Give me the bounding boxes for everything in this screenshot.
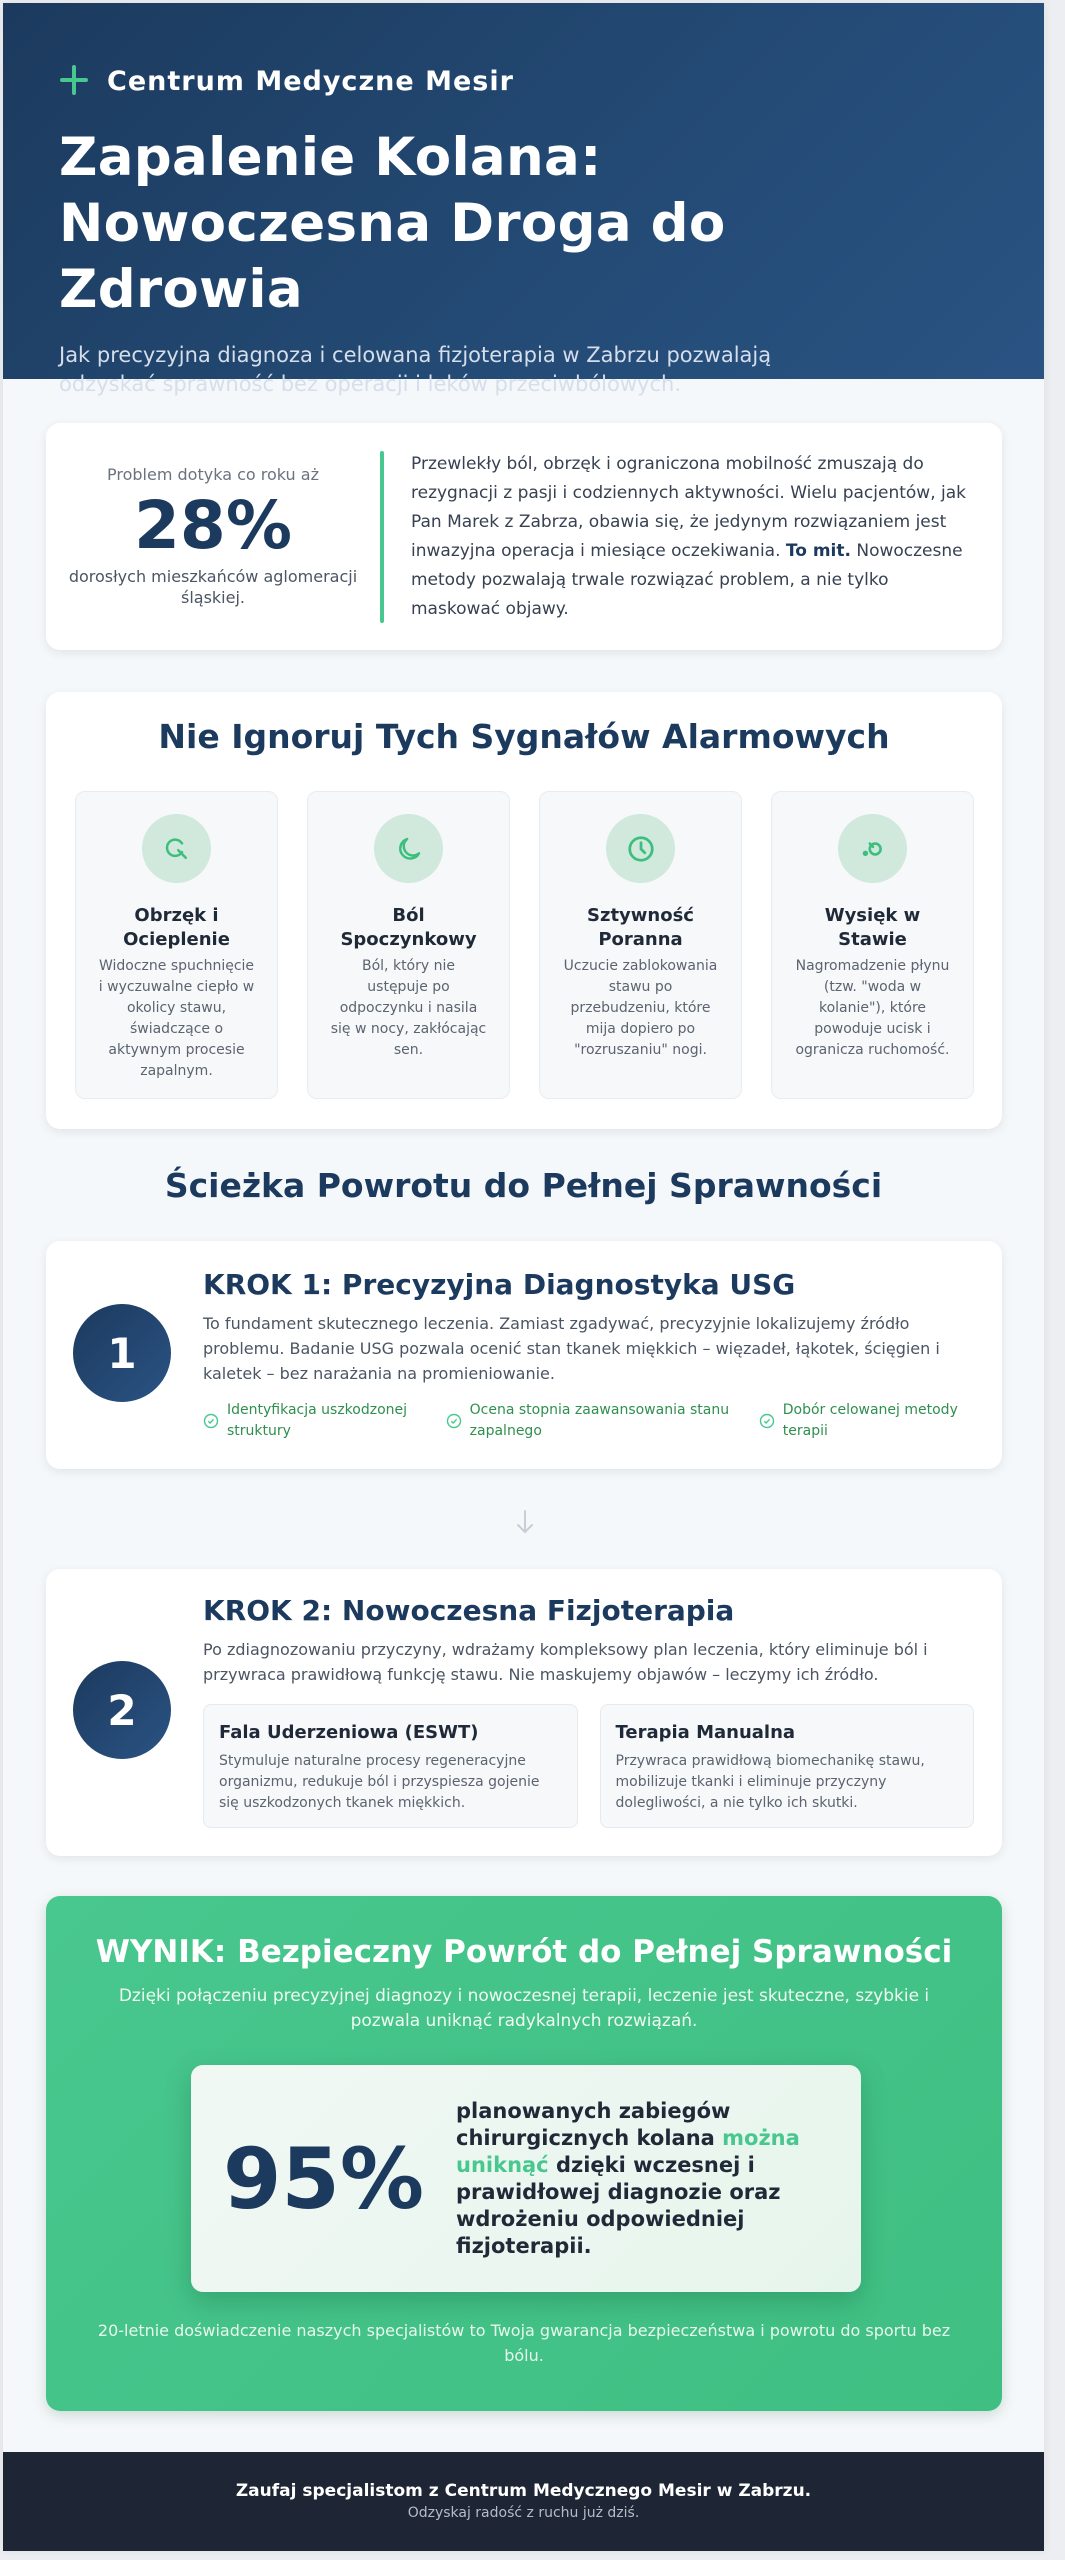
footer-headline: Zaufaj specjalistom z Centrum Medycznego Mesir w Zabrzu.: [235, 2481, 812, 2501]
brand-name: Centrum Medyczne Mesir: [107, 65, 514, 97]
result-stat-text-a: planowanych zabiegów chirurgicznych kolana: [456, 2098, 731, 2150]
page-subtitle: Jak precyzyjna diagnoza i celowana fizjoterapia w Zabrzu pozwalają odzyskać sprawność bez operacji i leków przeciwbólowych.: [59, 343, 772, 396]
step-body: [203, 1267, 974, 1442]
check-circle-icon: [759, 1413, 775, 1429]
step-desc: Po zdiagnozowaniu przyczyny, wdrażamy kompleksowy plan leczenia, który eliminuje ból i przywraca prawidłową funkcję stawu. Nie maskujemy objawów – leczymy ich źródło.: [203, 1640, 928, 1684]
signal-desc: Ból, który nie ustępuje po odpoczynku i nasila się w nocy, zakłócając sen.: [330, 958, 487, 1058]
step-number-badge: 2: [73, 1661, 171, 1759]
step-body: [203, 1593, 974, 1828]
result-stat-text-b: dzięki wczesnej i prawidłowej diagnozie oraz wdrożeniu odpowiedniej fizjoterapii.: [456, 2152, 781, 2258]
result-stat-box: [191, 2065, 861, 2292]
page: [3, 3, 1044, 2551]
droplet-icon: [838, 814, 907, 883]
therapy-title: Terapia Manualna: [615, 1722, 796, 1743]
signal-desc: Widoczne spuchnięcie i wyczuwalne ciepło w okolicy stawu, świadczące o aktywnym procesie zapalnym.: [98, 958, 255, 1079]
signal-title: Ból Spoczynkowy: [340, 905, 477, 950]
checklist-item: [446, 1400, 759, 1442]
step-card-1: [46, 1241, 1002, 1469]
intro-card: [46, 423, 1002, 650]
stat-value: 28%: [134, 487, 292, 564]
accent-divider: [380, 451, 384, 623]
therapy-list: [203, 1704, 974, 1828]
result-footnote: 20-letnie doświadczenie naszych specjalistów to Twoja gwarancja bezpieczeństwa i powrotu do sportu bez bólu.: [97, 2321, 951, 2365]
therapy-desc: Przywraca prawidłową biomechanikę stawu, mobilizuje tkanki i eliminuje przyczyny dolegliwości, a nie tylko ich skutki.: [615, 1753, 925, 1811]
signal-card: [539, 791, 742, 1099]
signal-title: Wysięk w Stawie: [824, 905, 921, 950]
footer-tagline: Odzyskaj radość z ruchu już dziś.: [407, 2505, 640, 2521]
signal-card: [771, 791, 974, 1099]
signal-title: Sztywność Poranna: [587, 905, 694, 950]
intro-text-emphasis: To mit.: [785, 540, 851, 561]
checklist-item: [759, 1400, 974, 1442]
result-lead: Dzięki połączeniu precyzyjnej diagnozy i nowoczesnej terapii, leczenie jest skuteczne, szybkie i pozwala uniknąć radykalnych rozwiązań.: [118, 1986, 930, 2031]
search-icon: [142, 814, 211, 883]
warning-signals-card: [46, 692, 1002, 1129]
step-number-badge: 1: [73, 1304, 171, 1402]
checklist: [203, 1400, 974, 1442]
section-title: Ścieżka Powrotu do Pełnej Sprawności: [164, 1166, 883, 1205]
checklist-item-label: Ocena stopnia zaawansowania stanu zapalnego: [469, 1402, 730, 1439]
check-circle-icon: [446, 1413, 462, 1429]
page-title: Zapalenie Kolana: Nowoczesna Droga do Zdrowia: [59, 127, 726, 320]
result-stat-text: [456, 2098, 826, 2260]
signal-title: Obrzęk i Ocieplenie: [123, 905, 230, 950]
step-title: KROK 1: Precyzyjna Diagnostyka USG: [203, 1268, 796, 1301]
signals-grid: [75, 791, 974, 1099]
intro-text: [411, 450, 971, 624]
arrow-down-icon: [513, 1508, 537, 1536]
signal-desc: Nagromadzenie płynu (tzw. "woda w kolanie"), które powoduje ucisk i ogranicza ruchomość.: [795, 958, 950, 1058]
result-banner: [46, 1896, 1002, 2411]
check-circle-icon: [203, 1413, 219, 1429]
medical-cross-icon: [59, 65, 91, 97]
brand: [59, 61, 988, 101]
checklist-item-label: Identyfikacja uszkodzonej struktury: [227, 1402, 408, 1439]
checklist-item: [203, 1400, 446, 1442]
therapy-desc: Stymuluje naturalne procesy regeneracyjne organizmu, redukuje ból i przyspiesza gojenie się uszkodzonych tkanek miękkich.: [219, 1753, 540, 1811]
stat-pre-label: Problem dotyka co roku aż: [107, 465, 319, 484]
moon-icon: [374, 814, 443, 883]
section-title: Nie Ignoruj Tych Sygnałów Alarmowych: [158, 717, 890, 756]
checklist-item-label: Dobór celowanej metody terapii: [782, 1402, 958, 1439]
result-stat-highlight: można uniknąć: [456, 2125, 800, 2177]
stat-post-label: dorosłych mieszkańców aglomeracji śląskiej.: [68, 567, 358, 607]
result-title: WYNIK: Bezpieczny Powrót do Pełnej Sprawności: [95, 1934, 953, 1970]
therapy-card: [600, 1704, 975, 1828]
result-stat-value: 95%: [222, 2129, 425, 2228]
therapy-card: [203, 1704, 578, 1828]
step-desc: To fundament skutecznego leczenia. Zamiast zgadywać, precyzyjnie lokalizujemy źródło problemu. Badanie USG pozwala ocenić stan tkanek miękkich – więzadeł, łąkotek, ścięgien i kaletek – bez narażania na promieniowanie.: [203, 1314, 940, 1383]
intro-text-main: Przewlekły ból, obrzęk i ograniczona mobilność zmuszają do rezygnacji z pasji i codziennych aktywności. Wielu pacjentów, jak Pan Marek z Zabrza, obawia się, że jedynym rozwiązaniem jest inwazyjna operacja i miesiące oczekiwania.: [411, 453, 966, 561]
stat-block: [46, 465, 380, 608]
clock-icon: [606, 814, 675, 883]
hero-header: [3, 3, 1044, 396]
step-title: KROK 2: Nowoczesna Fizjoterapia: [203, 1594, 735, 1627]
step-card-2: [46, 1569, 1002, 1856]
therapy-title: Fala Uderzeniowa (ESWT): [219, 1722, 479, 1743]
page-footer: [3, 2452, 1044, 2551]
signal-desc: Uczucie zablokowania stawu po przebudzeniu, które mija dopiero po "rozruszaniu" nogi.: [563, 958, 718, 1058]
signal-card: [307, 791, 510, 1099]
signal-card: [75, 791, 278, 1099]
intro-text-end: Nowoczesne metody pozwalają trwale rozwiązać problem, a nie tylko maskować objawy.: [411, 540, 963, 619]
